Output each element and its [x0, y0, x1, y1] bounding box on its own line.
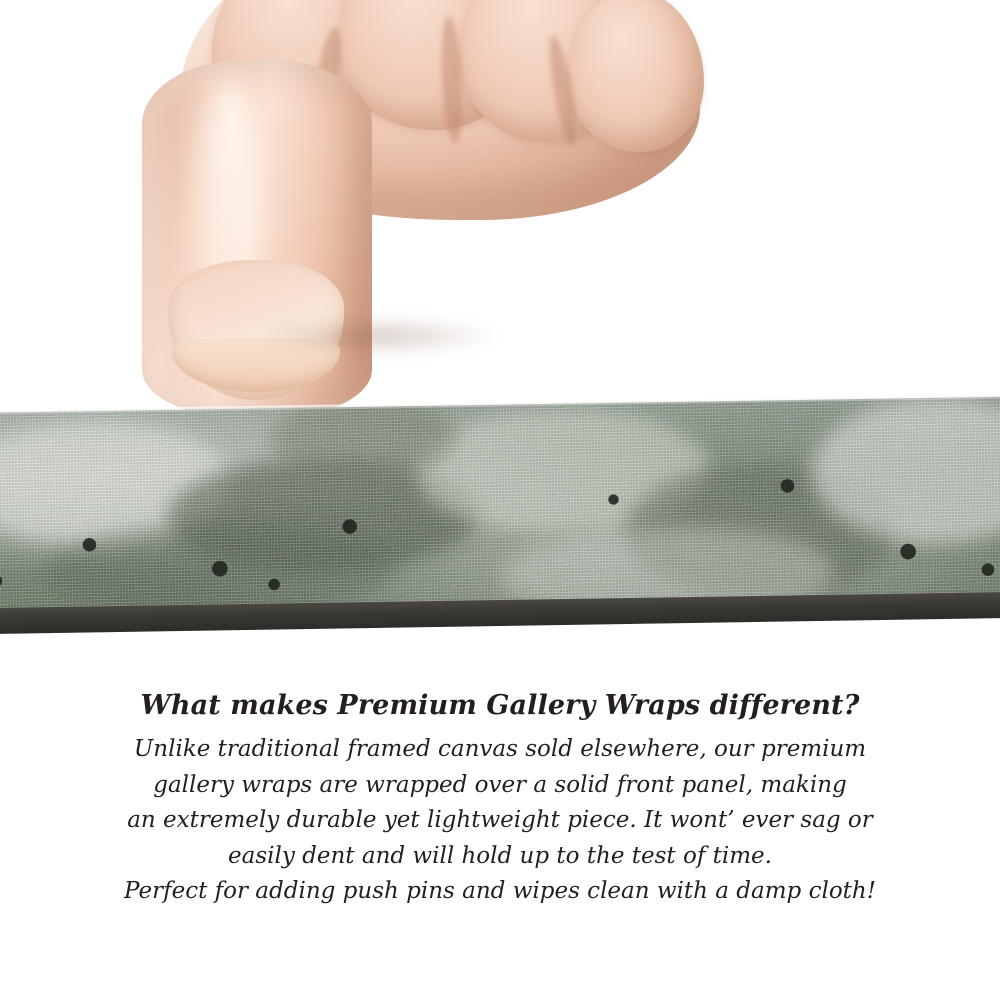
canvas-speck	[608, 494, 619, 505]
caption-line: an extremely durable yet lightweight piece. It wont’ ever sag or	[127, 807, 873, 834]
caption-line: Perfect for adding push pins and wipes clean with a damp cloth!	[124, 878, 876, 905]
caption-line: easily dent and will hold up to the test of time.	[228, 842, 772, 869]
contact-shadow	[260, 316, 500, 356]
canvas-speck	[342, 519, 357, 534]
caption-heading: What makes Premium Gallery Wraps different?	[140, 690, 860, 721]
hand-illustration	[120, 0, 700, 430]
caption-body	[0, 732, 1000, 909]
caption-block	[0, 690, 1000, 909]
caption-line: Unlike traditional framed canvas sold elsewhere, our premium	[133, 736, 867, 763]
canvas-speck	[781, 479, 795, 493]
caption-line: gallery wraps are wrapped over a solid front panel, making	[153, 771, 847, 798]
knuckle-pinky	[568, 0, 704, 152]
